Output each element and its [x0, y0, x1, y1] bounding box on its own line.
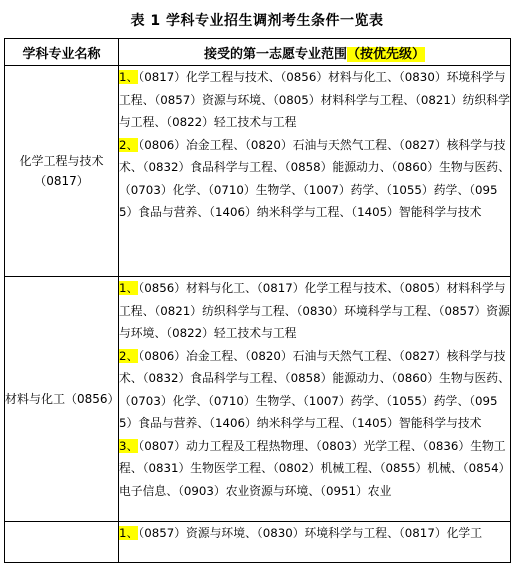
subject-code: （0817）	[34, 174, 89, 188]
subject-name-cell	[5, 277, 119, 522]
priority-number: 1、	[119, 526, 139, 540]
header-priority-highlight: （按优先级）	[347, 46, 426, 62]
table-header-row	[5, 39, 511, 66]
header-subject-name: 学科专业名称	[5, 39, 119, 66]
priority-number: 1、	[119, 281, 139, 295]
table-row	[5, 66, 511, 277]
accepted-range-cell	[119, 66, 511, 277]
subject-name-cell	[5, 522, 119, 563]
table-row	[5, 522, 511, 563]
table-title: 表 1 学科专业招生调剂考生条件一览表	[130, 13, 384, 29]
priority-text: （0857）资源与环境、（0830）环境科学与工程、（0817）化学工	[138, 526, 483, 540]
priority-text: （0806）冶金工程、（0820）石油与天然气工程、（0827）核科学与技术、（0832）食品科学与工程、（0858）能源动力、（0860）生物与医药、（0703）化学、（0710）生物学、（1007）药学、（1055）药学、（0955）食品与营养、（1406）纳米科学与工程、（1405）智能科学与技术	[119, 137, 510, 219]
priority-item	[119, 435, 510, 503]
subject-name-cell	[5, 66, 119, 277]
priority-number: 3、	[119, 438, 139, 453]
priority-item	[119, 277, 510, 345]
priority-text: （0817）化学工程与技术、（0856）材料与化工、（0830）环境科学与工程、（0857）资源与环境、（0805）材料科学与工程、（0821）纺织科学与工程、（0822）轻工技术与工程	[119, 70, 510, 129]
subject-table	[4, 38, 511, 563]
header-range-label: 接受的第一志愿专业范围	[203, 46, 347, 62]
subject-name: 化学工程与技术	[19, 154, 104, 168]
priority-item	[119, 134, 510, 224]
priority-item	[119, 66, 510, 134]
accepted-range-cell	[119, 277, 511, 522]
priority-text: （0856）材料与化工、（0817）化学工程与技术、（0805）材料科学与工程、（0821）纺织科学与工程、（0830）环境科学与工程、（0857）资源与环境、（0822）轻工技术与工程	[119, 281, 510, 340]
priority-item	[119, 522, 510, 545]
priority-text: （0806）冶金工程、（0820）石油与天然气工程、（0827）核科学与技术、（0832）食品科学与工程、（0858）能源动力、（0860）生物与医药、（0703）化学、（0710）生物学、（1007）药学、（1055）药学、（0955）食品与营养、（1406）纳米科学与工程、（1405）智能科学与技术	[119, 348, 510, 430]
priority-number: 2、	[119, 348, 139, 363]
subject-name: 材料与化工（0856）	[5, 392, 120, 406]
header-accepted-range	[119, 39, 511, 66]
priority-item	[119, 345, 510, 435]
priority-number: 2、	[119, 137, 139, 152]
accepted-range-cell	[119, 522, 511, 563]
priority-text: （0807）动力工程及工程热物理、（0803）光学工程、（0836）生物工程、（0831）生物医学工程、（0802）机械工程、（0855）机械、（0854）电子信息、（0903）农业资源与环境、（0951）农业	[119, 438, 506, 498]
priority-number: 1、	[119, 70, 139, 84]
table-row	[5, 277, 511, 522]
